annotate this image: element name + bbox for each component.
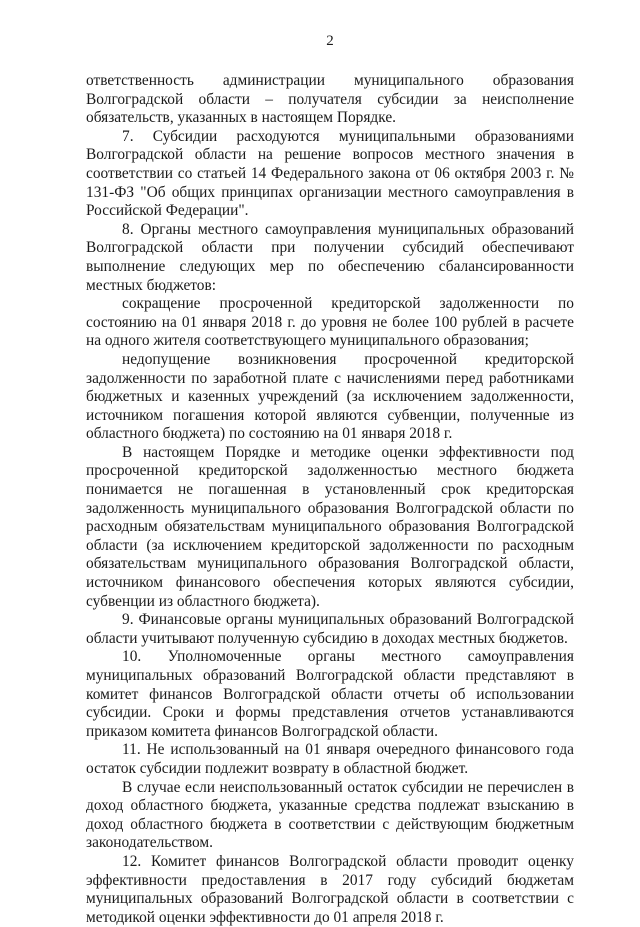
paragraph-item-8-measure-1: сокращение просроченной кредиторской задолженности по состоянию на 01 января 2018 г. до уровня не более 100 рублей в расчете на одного жителя соответствующего муниципального образования; (86, 295, 574, 350)
page-number: 2 (326, 33, 334, 49)
paragraph-item-11: 11. Не использованный на 01 января очередного финансового года остаток субсидии подлежит возврату в областной бюджет. (86, 741, 574, 777)
paragraph-definition: В настоящем Порядке и методике оценки эффективности под просроченной кредиторской задолженностью местного бюджета понимается не погашенная в установленный срок кредиторская задолженность муниципального образования Волгоградской области по расходным обязательствам муниципального образования Волгоградской области (за исключением кредиторской задолженности по расходным обязательствам муниципального образования Волгоградской области, источником финансового обеспечения которых являются субсидии, субвенции из областного бюджета). (86, 443, 574, 610)
paragraph-item-12: 12. Комитет финансов Волгоградской области проводит оценку эффективности предоставления в 2017 году субсидий бюджетам муниципальных образований Волгоградской области в соответствии с методикой оценки эффективности до 01 апреля 2018 г. (86, 852, 574, 926)
paragraph-continuation: ответственность администрации муниципального образования Волгоградской области – получателя субсидии за неисполнение обязательств, указанных в настоящем Порядке. (86, 72, 574, 127)
paragraph-item-9: 9. Финансовые органы муниципальных образований Волгоградской области учитывают полученную субсидию в доходах местных бюджетов. (86, 611, 574, 647)
document-page (86, 32, 574, 927)
paragraph-item-10: 10. Уполномоченные органы местного самоуправления муниципальных образований Волгоградской области представляют в комитет финансов Волгоградской области отчеты об использовании субсидии. Сроки и формы представления отчетов устанавливаются приказом комитета финансов Волгоградской области. (86, 648, 574, 740)
paragraph-item-8: 8. Органы местного самоуправления муниципальных образований Волгоградской области при получении субсидий обеспечивают выполнение следующих мер по обеспечению сбалансированности местных бюджетов: (86, 220, 574, 294)
paragraph-item-7: 7. Субсидии расходуются муниципальными образованиями Волгоградской области на решение вопросов местного значения в соответствии со статьей 14 Федерального закона от 06 октября 2003 г. № 131-ФЗ "Об общих принципах организации местного самоуправления в Российской Федерации". (86, 127, 574, 220)
paragraph-item-8-measure-2: недопущение возникновения просроченной кредиторской задолженности по заработной плате с начислениями перед работниками бюджетных и казенных учреждений (за исключением задолженности, источником погашения которой являются субвенции, полученные из областного бюджета) по состоянию на 01 января 2018 г. (86, 350, 574, 443)
paragraph-item-11-note: В случае если неиспользованный остаток субсидии не перечислен в доход областного бюджета, указанные средства подлежат взысканию в доход областного бюджета в соответствии с действующим бюджетным законодательством. (86, 778, 574, 852)
